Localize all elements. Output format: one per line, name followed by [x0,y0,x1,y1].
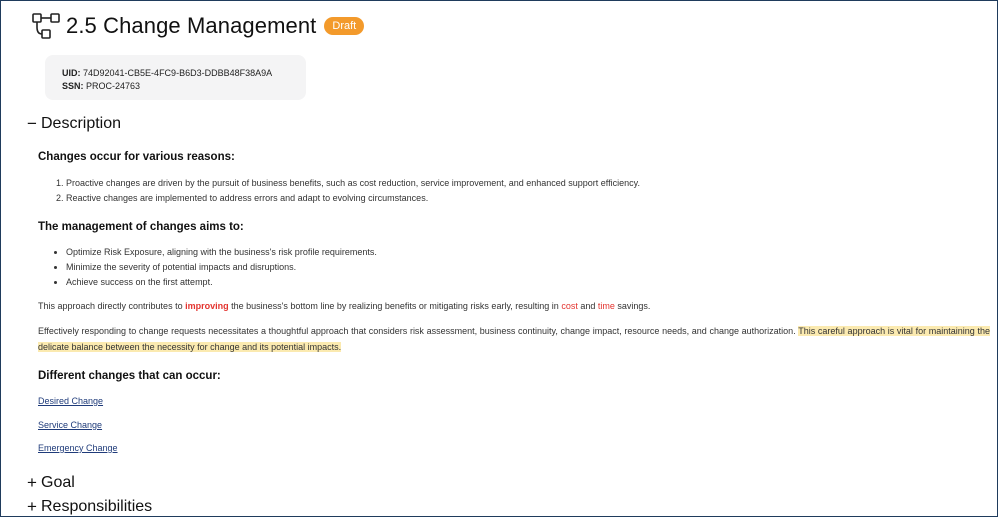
text-run: and [577,301,598,311]
link-emergency-change[interactable]: Emergency Change [38,443,118,453]
section-goal-header[interactable] [27,474,75,492]
list-item: 2. Reactive changes are implemented to address errors and adapt to evolving circumstances. [66,191,640,206]
list-item: • Optimize Risk Exposure, aligning with the business's risk profile requirements. [66,245,377,260]
aims-list [38,245,377,290]
text-run: the business's bottom line by realizing benefits or mitigating risks early, resulting in [228,301,562,311]
reasons-heading: Changes occur for various reasons: [38,151,235,163]
ssn-row [62,80,306,93]
uid-label: UID: [62,68,81,78]
section-responsibilities-label: Responsibilities [41,498,153,515]
collapse-icon[interactable]: − [27,114,37,133]
uid-value: 74D92041-CB5E-4FC9-B6D3-DDBB48F38A9A [83,68,273,78]
page-title: 2.5 Change Management [66,13,317,38]
expand-icon[interactable]: + [27,473,37,492]
approach-paragraph [38,323,990,355]
section-description-label: Description [41,115,122,132]
text-run: savings. [614,301,651,311]
ssn-label: SSN: [62,81,84,91]
process-flow-icon [31,11,61,41]
text-run: This approach directly contributes to [38,301,186,311]
highlighted-text: This careful approach is vital for maintaining the delicate balance between the necessity for change and its potential impacts. [38,326,990,352]
aims-heading: The management of changes aims to: [38,221,244,233]
page-header [31,11,364,41]
benefits-paragraph [38,298,990,314]
section-responsibilities-header[interactable] [27,498,152,516]
section-goal-label: Goal [41,474,75,491]
ssn-value: PROC-24763 [86,81,141,91]
list-item: • Achieve success on the first attempt. [66,275,377,290]
list-item: • Minimize the severity of potential impacts and disruptions. [66,260,377,275]
time-emphasis: time [597,301,615,311]
status-badge: Draft [324,17,364,35]
reasons-list [38,176,640,206]
expand-icon[interactable]: + [27,497,37,516]
text-run: Effectively responding to change requests necessitates a thoughtful approach that considers risk assessment, business continuity, change impact, resource needs, and change authorization. [38,326,799,336]
uid-row [62,67,306,80]
cost-emphasis: cost [561,301,578,311]
link-desired-change[interactable]: Desired Change [38,396,104,406]
link-service-change[interactable]: Service Change [38,420,103,430]
improving-emphasis: improving [185,301,229,311]
metadata-card [45,55,306,100]
section-description-header[interactable] [27,115,121,133]
changes-heading: Different changes that can occur: [38,370,221,382]
list-item: 1. Proactive changes are driven by the pursuit of business benefits, such as cost reduction, service improvement, and enhanced support efficiency. [66,176,640,191]
